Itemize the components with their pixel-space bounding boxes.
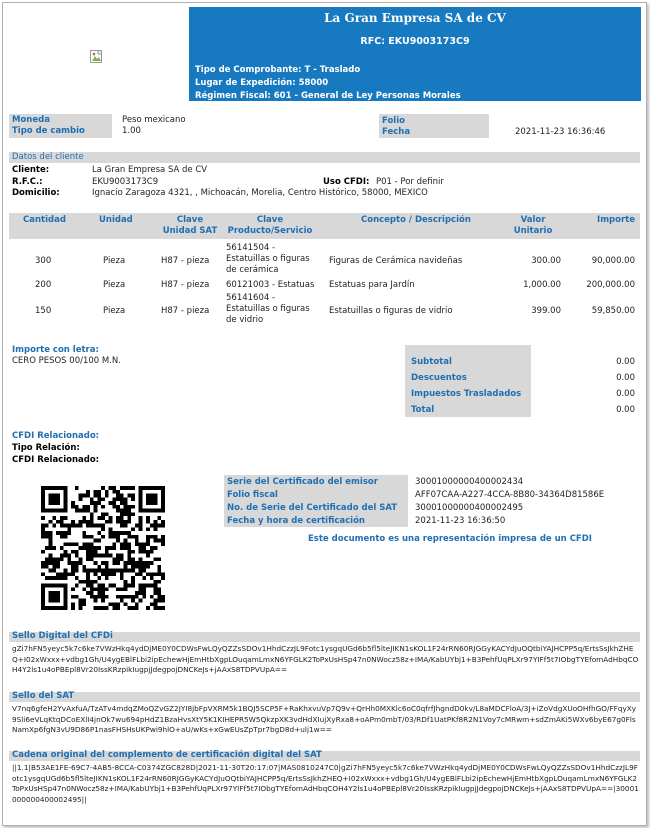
cadena-value: ||1.1|B53AE1FE-69C7-4AB5-8CCA-C0374ZGC828D|2021-11-30T20:17:07|MAS0810247C0|gZi7hFN5yeyc5k7c6ke7VWzHkq4ydDjME0Y0CDWsFwLQyQZZsSDOv1HhdCzzJL9Fotc1ysgqUGd6b5fl5lteJIKN1sKOL1F24rRN60RJGGyKACYdJuOQtbiYAJHCPP5q/ErtsSsJkhZHEQ+I02xWxxx+vdbg1Gh/U4ygEBlFLbi2ipEchewHjEmHtbXgpLOuqamLmxN6YFGLK2ToPxUsHSp47n0NWocz58z+IMA/KabUYbj1+B3PehfUqPLXr97YIFf5t7IObgTYEfomAdHbqCOH4Y2ls1u4oPBEpl8Vr20IssKRzpikIugpjJdegpojDNCKeJs+jAAxS8TDPVUpA==|30001000000400002495||	[12, 763, 639, 804]
th-importe: Importe	[597, 215, 635, 225]
leyenda-cfdi: Este documento es una representación impresa de un CFDI	[308, 534, 592, 544]
tipo-relacion-label: Tipo Relación:	[12, 443, 80, 453]
cell-concepto: Estatuillas o figuras de vidrio	[329, 306, 453, 316]
descuentos-value: 0.00	[616, 373, 635, 383]
cell-clave-prod-3: de vidrio	[226, 315, 264, 325]
folio-fiscal-value: AFF07CAA-A227-4CCA-8B80-34364D81586E	[415, 490, 605, 500]
importe-letra-value: CERO PESOS 00/100 M.N.	[12, 356, 121, 366]
cell-clave-unidad: H87 - pieza	[161, 280, 210, 290]
cell-clave-prod-2: Estatuillas o figuras	[226, 304, 310, 314]
th-valor-2: Unitario	[513, 226, 553, 236]
company-name: La Gran Empresa SA de CV	[324, 11, 506, 25]
fecha-cert-label: Fecha y hora de certificación	[227, 516, 365, 526]
cadena-title: Cadena original del complemento de certificación digital del SAT	[12, 750, 322, 760]
qr-code	[41, 486, 165, 610]
cell-clave-prod-1: 60121003 - Estatuas	[226, 280, 315, 290]
cell-importe: 200,000.00	[586, 280, 635, 290]
cell-valor: 300.00	[531, 256, 561, 266]
broken-image-icon	[89, 49, 105, 65]
regimen-fiscal: Régimen Fiscal: 601 - General de Ley Personas Morales	[195, 91, 461, 101]
sello-sat-title: Sello del SAT	[12, 691, 75, 701]
cell-valor: 399.00	[531, 306, 561, 316]
cell-cantidad: 300	[35, 256, 52, 266]
cell-concepto: Figuras de Cerámica navideñas	[329, 256, 463, 266]
tipo-cambio-value: 1.00	[122, 126, 141, 136]
th-clave-prod-1: Clave	[256, 215, 284, 225]
cell-unidad: Pieza	[103, 256, 126, 266]
fecha-value: 2021-11-23 16:36:46	[515, 127, 606, 137]
rfc-label: R.F.C.:	[12, 177, 43, 187]
cell-importe: 90,000.00	[591, 256, 635, 266]
sello-cfdi-value: gZi7hFN5yeyc5k7c6ke7VWzHkq4ydDjME0Y0CDWsFwLQyQZZsSDOv1HhdCzzJL9Fotc1ysgqUGd6b5fl5lteJIKN1sKOL1F24rRN60RJGGyKACYdJuOQtbiYAJHCPP5q/ErtsSsJkhZHEQ+I02xWxxx+vdbg1Gh/U4ygEBlFLbi2ipEchewHjEmHtbXgpLOuqamLmxN6YFGLK2ToPxUsHSp47n0NWocz58z+IMA/KabUYbj1+B3PehfUqPLXr97YIFf5t7IObgTYEfomAdHbqCOH4Y2ls1u4oPBEpl8Vr20IssKRzpikIugpjJdegpojDNCKeJs+jAAxS8TDPVUpA==	[12, 644, 639, 674]
th-clave-prod-2: Producto/Servicio	[227, 226, 313, 236]
company-header	[189, 7, 641, 101]
cfdi-relacionado-label: CFDI Relacionado:	[12, 455, 100, 465]
importe-letra-label: Importe con letra:	[12, 345, 99, 355]
total-value: 0.00	[616, 405, 635, 415]
cliente-section-bar	[9, 152, 640, 163]
th-cantidad: Cantidad	[23, 215, 66, 225]
cell-clave-prod-1: 56141504 -	[226, 243, 276, 253]
moneda-value: Peso mexicano	[122, 115, 186, 125]
serie-sat-label: No. de Serie del Certificado del SAT	[227, 503, 398, 513]
folio-fiscal-label: Folio fiscal	[227, 490, 278, 500]
fecha-cert-value: 2021-11-23 16:36:50	[415, 516, 506, 526]
cell-clave-unidad: H87 - pieza	[161, 306, 210, 316]
serie-emisor-value: 30001000000400002434	[415, 477, 524, 487]
fecha-label: Fecha	[382, 127, 411, 137]
impuestos-value: 0.00	[616, 389, 635, 399]
cell-cantidad: 200	[35, 280, 52, 290]
sello-sat-bar	[9, 692, 640, 702]
tipo-cambio-label: Tipo de cambio	[12, 126, 85, 136]
lugar-expedicion: Lugar de Expedición: 58000	[195, 78, 329, 88]
sello-sat-value: V7nq6gfeH2YvAxfuA/TzATv4mdqZMoQZvGZ2JYI8jbFpVXRM5k1BQJ5SCP5F+RaKhxvuVp7Q9v+QrHh0MXKlc6oC0qfrfJhgndD0kv/L8aMDCFloA/3J+iZoVdgXUoOHfhGO/FFqyXy9Sli6eVLqKtqDCoEXlI4jnOk7wu694pHdZ1BzaHvsXtY5K1KIHEPR5W5QkzpXK3vdHdXIujXyRxa8+oAPm0mbT/03/RDf1UatPKf8R2N1Voy7cMRwm+sdZmAKi5WXv6byE67g0FlsNamXp6fgN3vU9D86P1nasFHSHsUKPwi9hlO+aU/wKs+xGwEUsZpTpr7bgD8d+ulj1w==	[12, 704, 637, 734]
cell-clave-prod-3: de cerámica	[226, 265, 279, 275]
uso-cfdi-label: Uso CFDI:	[323, 177, 370, 187]
cell-unidad: Pieza	[103, 280, 126, 290]
company-rfc: RFC: EKU9003173C9	[360, 36, 470, 47]
moneda-label: Moneda	[12, 115, 50, 125]
descuentos-label: Descuentos	[411, 373, 467, 383]
uso-cfdi-value: P01 - Por definir	[376, 177, 444, 187]
th-clave-unidad-2: Unidad SAT	[162, 226, 218, 236]
total-label: Total	[411, 405, 435, 415]
cliente-label: Cliente:	[12, 165, 50, 175]
cell-cantidad: 150	[35, 306, 52, 316]
serie-emisor-label: Serie del Certificado del emisor	[227, 477, 378, 487]
th-valor-1: Valor	[520, 215, 546, 225]
domicilio-label: Domicilio:	[12, 188, 60, 198]
cfdi-relacionado-title: CFDI Relacionado:	[12, 431, 100, 441]
cell-clave-prod-1: 56141604 -	[226, 293, 276, 303]
cliente-section-title: Datos del cliente	[12, 152, 84, 162]
cell-importe: 59,850.00	[591, 306, 635, 316]
subtotal-label: Subtotal	[411, 357, 452, 367]
cell-unidad: Pieza	[103, 306, 126, 316]
th-concepto: Concepto / Descripción	[361, 215, 471, 225]
cell-clave-unidad: H87 - pieza	[161, 256, 210, 266]
th-clave-unidad-1: Clave	[176, 215, 204, 225]
cell-concepto: Estatuas para Jardín	[329, 280, 415, 290]
th-unidad: Unidad	[99, 215, 133, 225]
cell-clave-prod-2: Estatuillas o figuras	[226, 254, 310, 264]
invoice-page	[2, 2, 647, 826]
folio-label: Folio	[382, 116, 405, 126]
subtotal-value: 0.00	[616, 357, 635, 367]
cell-valor: 1,000.00	[523, 280, 561, 290]
cliente-value: La Gran Empresa SA de CV	[92, 165, 208, 175]
tipo-comprobante: Tipo de Comprobante: T - Traslado	[195, 65, 361, 75]
domicilio-value: Ignacio Zaragoza 4321, , Michoacán, Morelia, Centro Histórico, 58000, MEXICO	[92, 188, 428, 198]
impuestos-label: Impuestos Trasladados	[411, 389, 522, 399]
sello-cfdi-title: Sello Digital del CFDi	[12, 631, 113, 641]
rfc-value: EKU9003173C9	[92, 177, 159, 187]
serie-sat-value: 30001000000400002495	[415, 503, 524, 513]
